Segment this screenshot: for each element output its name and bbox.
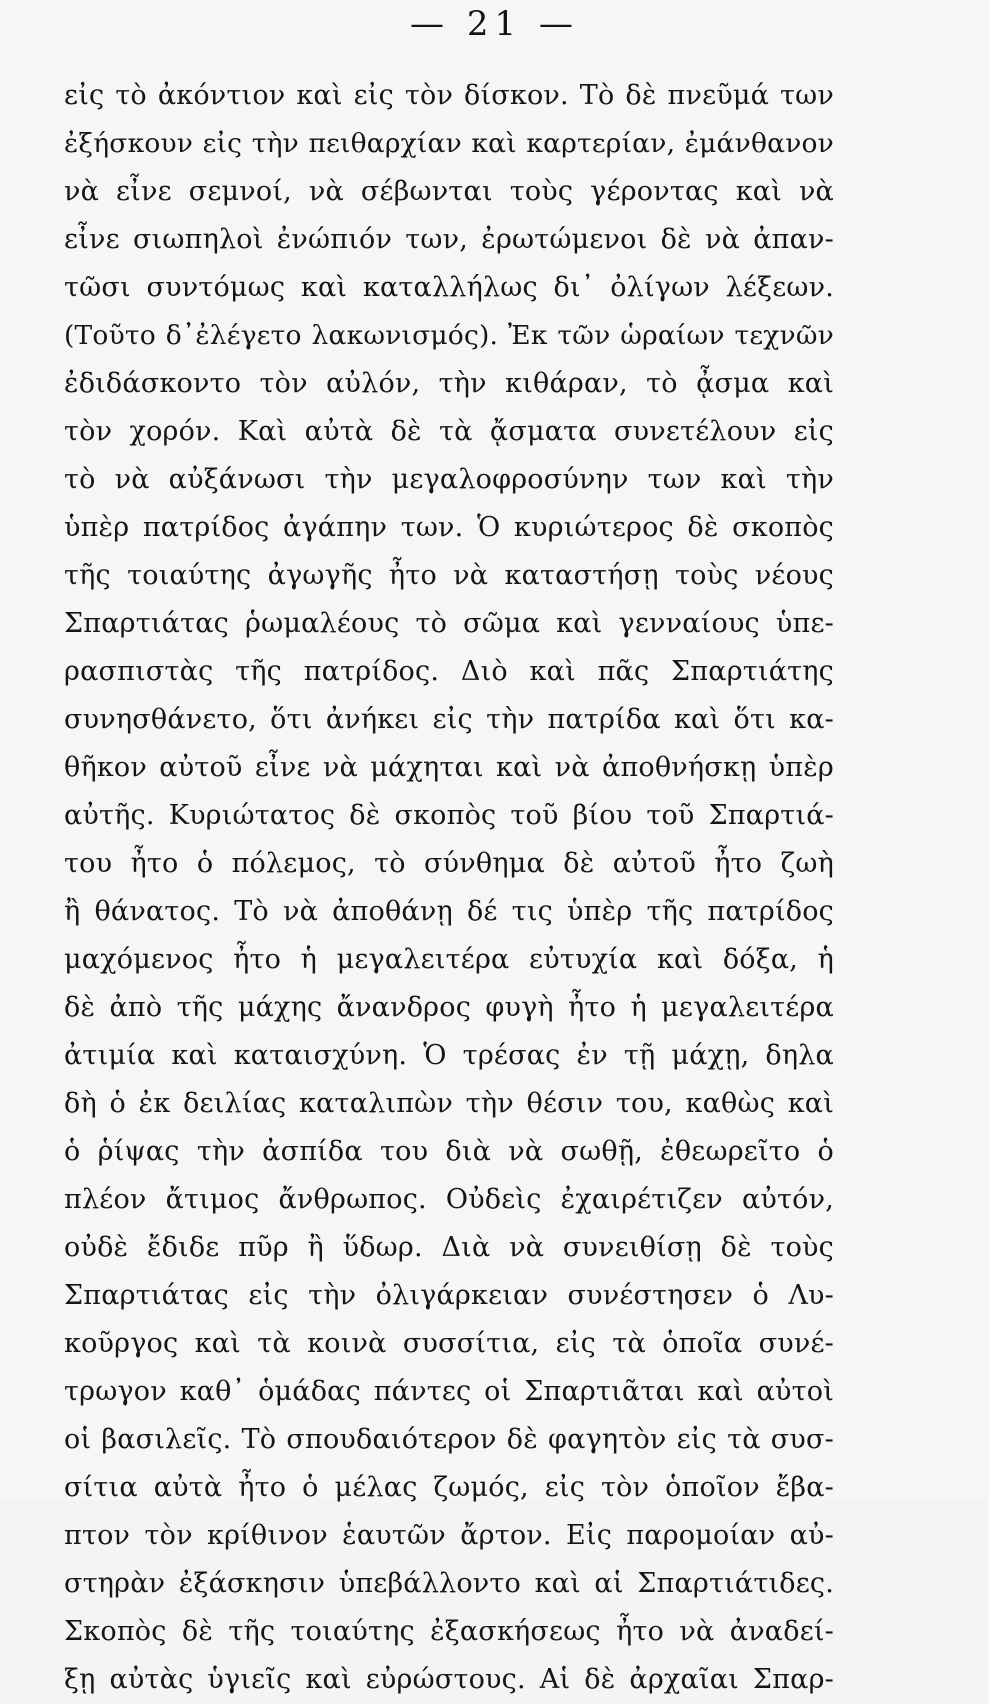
text-line: οἱ βασιλεῖς. Τὸ σπουδαιότερον δὲ φαγητὸν εἰς τὰ συσ- bbox=[64, 1424, 834, 1455]
text-line: ἀτιμία καὶ καταισχύνη. Ὁ τρέσας ἐν τῇ μάχῃ, δηλα bbox=[64, 1040, 834, 1071]
text-line: τὸ νὰ αὐξάνωσι τὴν μεγαλοφροσύνην των καὶ τὴν bbox=[64, 464, 834, 495]
text-line: Σπαρτιάτας ῥωμαλέους τὸ σῶμα καὶ γενναίους ὑπε- bbox=[64, 608, 834, 639]
text-line: Σπαρτιάτας εἰς τὴν ὀλιγάρκειαν συνέστησεν ὁ Λυ- bbox=[64, 1280, 834, 1311]
text-line: ἐδιδάσκοντο τὸν αὐλόν, τὴν κιθάραν, τὸ ᾆσμα καὶ bbox=[64, 368, 834, 399]
text-line: τῆς τοιαύτης ἀγωγῆς ἦτο νὰ καταστήσῃ τοὺς νέους bbox=[64, 560, 834, 591]
text-line: σίτια αὐτὰ ἦτο ὁ μέλας ζωμός, εἰς τὸν ὁποῖον ἔβα- bbox=[64, 1472, 834, 1503]
text-line: θῆκον αὐτοῦ εἶνε νὰ μάχηται καὶ νὰ ἀποθνήσκῃ ὑπὲρ bbox=[64, 752, 834, 783]
text-line: μαχόμενος ἦτο ἡ μεγαλειτέρα εὐτυχία καὶ δόξα, ἡ bbox=[64, 944, 834, 975]
text-line: ἢ θάνατος. Τὸ νὰ ἀποθάνῃ δέ τις ὑπὲρ τῆς πατρίδος bbox=[64, 896, 834, 927]
text-line: ὑπὲρ πατρίδος ἀγάπην των. Ὁ κυριώτερος δὲ σκοπὸς bbox=[64, 512, 834, 543]
text-line: αὐτῆς. Κυριώτατος δὲ σκοπὸς τοῦ βίου τοῦ Σπαρτιά- bbox=[64, 800, 834, 831]
text-line: ρασπιστὰς τῆς πατρίδος. Διὸ καὶ πᾶς Σπαρτιάτης bbox=[64, 656, 834, 687]
text-line: εἰς τὸ ἀκόντιον καὶ εἰς τὸν δίσκον. Τὸ δὲ πνεῦμά των bbox=[64, 80, 834, 111]
text-line: του ἦτο ὁ πόλεμος, τὸ σύνθημα δὲ αὐτοῦ ἦτο ζωὴ bbox=[64, 848, 834, 879]
text-line: ὁ ῥίψας τὴν ἀσπίδα του διὰ νὰ σωθῇ, ἐθεωρεῖτο ὁ bbox=[64, 1136, 834, 1167]
text-line: πλέον ἄτιμος ἄνθρωπος. Οὐδεὶς ἐχαιρέτιζεν αὐτόν, bbox=[64, 1184, 834, 1215]
text-line: κοῦργος καὶ τὰ κοινὰ συσσίτια, εἰς τὰ ὁποῖα συνέ- bbox=[64, 1328, 834, 1359]
text-line: στηρὰν ἐξάσκησιν ὑπεβάλλοντο καὶ αἱ Σπαρτιάτιδες. bbox=[64, 1568, 834, 1599]
text-line: νὰ εἶνε σεμνοί, νὰ σέβωνται τοὺς γέροντας καὶ νὰ bbox=[64, 176, 834, 207]
text-line: (Τοῦτο δ᾽ἐλέγετο λακωνισμός). Ἐκ τῶν ὡραίων τεχνῶν bbox=[64, 320, 834, 351]
text-line: οὐδὲ ἔδιδε πῦρ ἢ ὕδωρ. Διὰ νὰ συνειθίσῃ δὲ τοὺς bbox=[64, 1232, 834, 1263]
text-line: συνησθάνετο, ὅτι ἀνήκει εἰς τὴν πατρίδα καὶ ὅτι κα- bbox=[64, 704, 834, 735]
page-number: — 21 — bbox=[410, 4, 579, 44]
text-line: ξῃ αὐτὰς ὑγιεῖς καὶ εὐρώστους. Αἱ δὲ ἀρχαῖαι Σπαρ- bbox=[64, 1664, 834, 1695]
text-line: εἶνε σιωπηλοὶ ἐνώπιόν των, ἐρωτώμενοι δὲ νὰ ἀπαν- bbox=[64, 224, 834, 255]
text-line: Σκοπὸς δὲ τῆς τοιαύτης ἐξασκήσεως ἦτο νὰ ἀναδεί- bbox=[64, 1616, 834, 1647]
text-line: ἐξήσκουν εἰς τὴν πειθαρχίαν καὶ καρτερίαν, ἐμάνθανον bbox=[64, 128, 834, 159]
text-line: δὲ ἀπὸ τῆς μάχης ἄνανδρος φυγὴ ἦτο ἡ μεγαλειτέρα bbox=[64, 992, 834, 1023]
page-body-text bbox=[64, 72, 834, 1704]
text-line: τὸν χορόν. Καὶ αὐτὰ δὲ τὰ ᾄσματα συνετέλουν εἰς bbox=[64, 416, 834, 447]
text-line: δὴ ὁ ἐκ δειλίας καταλιπὼν τὴν θέσιν του, καθὼς καὶ bbox=[64, 1088, 834, 1119]
text-line: πτον τὸν κρίθινον ἑαυτῶν ἄρτον. Εἰς παρομοίαν αὐ- bbox=[64, 1520, 834, 1551]
text-line: τρωγον καθ᾽ ὁμάδας πάντες οἱ Σπαρτιᾶται καὶ αὐτοὶ bbox=[64, 1376, 834, 1407]
text-line: τῶσι συντόμως καὶ καταλλήλως δι᾽ ὀλίγων λέξεων. bbox=[64, 272, 834, 303]
